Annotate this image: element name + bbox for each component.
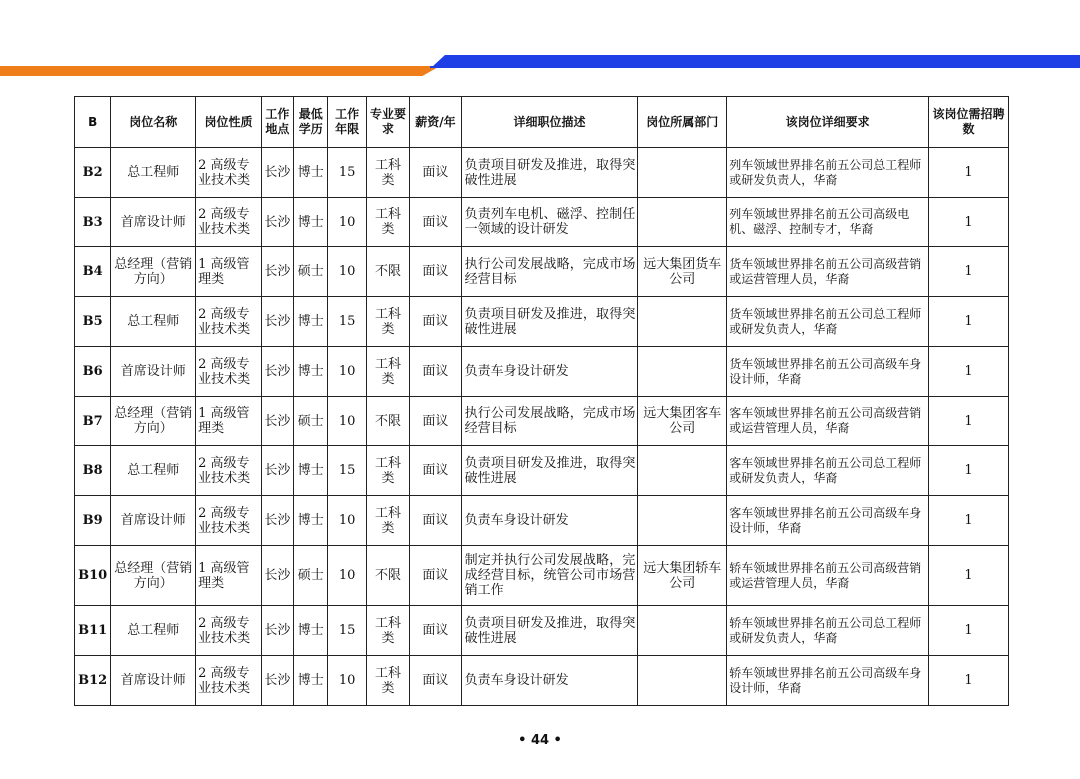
row-code: B10	[75, 546, 111, 606]
row-code: B6	[75, 347, 111, 397]
row-location: 长沙	[261, 297, 293, 347]
row-degree: 博士	[294, 446, 328, 496]
row-nature: 2 高级专业技术类	[196, 446, 262, 496]
row-count: 1	[929, 198, 1009, 247]
row-nature: 1 高级管理类	[196, 397, 262, 446]
row-count: 1	[929, 656, 1009, 706]
row-code: B8	[75, 446, 111, 496]
row-description: 负责项目研发及推进，取得突破性进展	[461, 148, 638, 198]
row-years: 10	[328, 347, 366, 397]
row-nature: 1 高级管理类	[196, 546, 262, 606]
header-degree: 最低学历	[294, 97, 328, 148]
table-row	[75, 446, 1009, 496]
table-header-row	[75, 97, 1009, 148]
row-major: 工科类	[366, 446, 409, 496]
row-major: 工科类	[366, 656, 409, 706]
row-description: 负责项目研发及推进，取得突破性进展	[461, 297, 638, 347]
row-degree: 硕士	[294, 397, 328, 446]
row-major: 不限	[366, 546, 409, 606]
row-department	[638, 148, 727, 198]
row-requirements: 轿车领域世界排名前五公司高级营销或运营管理人员，华裔	[727, 546, 929, 606]
row-degree: 博士	[294, 148, 328, 198]
header-department: 岗位所属部门	[638, 97, 727, 148]
row-code: B12	[75, 656, 111, 706]
header-description: 详细职位描述	[461, 97, 638, 148]
row-requirements: 货车领域世界排名前五公司总工程师或研发负责人，华裔	[727, 297, 929, 347]
row-count: 1	[929, 347, 1009, 397]
row-years: 10	[328, 198, 366, 247]
row-count: 1	[929, 297, 1009, 347]
table-row	[75, 397, 1009, 446]
header-code: B	[75, 97, 111, 148]
row-salary: 面议	[410, 446, 461, 496]
row-salary: 面议	[410, 347, 461, 397]
row-code: B4	[75, 247, 111, 297]
row-description: 执行公司发展战略，完成市场经营目标	[461, 247, 638, 297]
row-description: 执行公司发展战略，完成市场经营目标	[461, 397, 638, 446]
row-requirements: 轿车领域世界排名前五公司高级车身设计师，华裔	[727, 656, 929, 706]
row-department	[638, 446, 727, 496]
row-location: 长沙	[261, 546, 293, 606]
row-title: 总经理（营销方向）	[111, 546, 196, 606]
row-salary: 面议	[410, 148, 461, 198]
table-row	[75, 606, 1009, 656]
row-title: 首席设计师	[111, 347, 196, 397]
table-row	[75, 496, 1009, 546]
row-count: 1	[929, 496, 1009, 546]
table-row	[75, 148, 1009, 198]
row-code: B11	[75, 606, 111, 656]
row-description: 负责车身设计研发	[461, 656, 638, 706]
row-years: 10	[328, 656, 366, 706]
row-requirements: 列车领域世界排名前五公司总工程师或研发负责人，华裔	[727, 148, 929, 198]
row-years: 15	[328, 446, 366, 496]
row-degree: 博士	[294, 347, 328, 397]
header-count: 该岗位需招聘数	[929, 97, 1009, 148]
header-requirements: 该岗位详细要求	[727, 97, 929, 148]
row-location: 长沙	[261, 496, 293, 546]
header-salary: 薪资/年	[410, 97, 461, 148]
row-years: 10	[328, 546, 366, 606]
row-degree: 博士	[294, 656, 328, 706]
header-nature: 岗位性质	[196, 97, 262, 148]
row-nature: 1 高级管理类	[196, 247, 262, 297]
row-salary: 面议	[410, 546, 461, 606]
row-description: 负责车身设计研发	[461, 496, 638, 546]
row-location: 长沙	[261, 446, 293, 496]
row-location: 长沙	[261, 606, 293, 656]
row-location: 长沙	[261, 247, 293, 297]
row-major: 工科类	[366, 198, 409, 247]
row-degree: 博士	[294, 297, 328, 347]
row-title: 总工程师	[111, 446, 196, 496]
row-count: 1	[929, 148, 1009, 198]
row-requirements: 货车领域世界排名前五公司高级车身设计师，华裔	[727, 347, 929, 397]
row-years: 15	[328, 606, 366, 656]
row-description: 负责列车电机、磁浮、控制任一领域的设计研发	[461, 198, 638, 247]
row-location: 长沙	[261, 656, 293, 706]
row-title: 首席设计师	[111, 198, 196, 247]
row-title: 总工程师	[111, 297, 196, 347]
header-major: 专业要求	[366, 97, 409, 148]
row-nature: 2 高级专业技术类	[196, 656, 262, 706]
row-nature: 2 高级专业技术类	[196, 198, 262, 247]
row-nature: 2 高级专业技术类	[196, 347, 262, 397]
row-degree: 硕士	[294, 247, 328, 297]
row-major: 工科类	[366, 606, 409, 656]
row-count: 1	[929, 606, 1009, 656]
row-major: 工科类	[366, 148, 409, 198]
row-salary: 面议	[410, 606, 461, 656]
row-department	[638, 347, 727, 397]
row-requirements: 客车领域世界排名前五公司总工程师或研发负责人，华裔	[727, 446, 929, 496]
row-code: B9	[75, 496, 111, 546]
job-positions-table	[74, 96, 1009, 706]
row-nature: 2 高级专业技术类	[196, 606, 262, 656]
row-department	[638, 656, 727, 706]
header-title: 岗位名称	[111, 97, 196, 148]
table-row	[75, 546, 1009, 606]
row-requirements: 列车领域世界排名前五公司高级电机、磁浮、控制专才，华裔	[727, 198, 929, 247]
table-row	[75, 347, 1009, 397]
row-count: 1	[929, 546, 1009, 606]
row-code: B7	[75, 397, 111, 446]
row-location: 长沙	[261, 397, 293, 446]
table-row	[75, 247, 1009, 297]
row-count: 1	[929, 397, 1009, 446]
row-salary: 面议	[410, 198, 461, 247]
row-title: 首席设计师	[111, 656, 196, 706]
row-location: 长沙	[261, 198, 293, 247]
row-department	[638, 198, 727, 247]
row-salary: 面议	[410, 496, 461, 546]
row-count: 1	[929, 247, 1009, 297]
header-years: 工作年限	[328, 97, 366, 148]
row-years: 15	[328, 148, 366, 198]
row-major: 工科类	[366, 347, 409, 397]
row-degree: 博士	[294, 496, 328, 546]
row-title: 总工程师	[111, 148, 196, 198]
row-description: 负责项目研发及推进，取得突破性进展	[461, 606, 638, 656]
row-years: 15	[328, 297, 366, 347]
row-department	[638, 297, 727, 347]
row-degree: 博士	[294, 606, 328, 656]
table-row	[75, 656, 1009, 706]
row-description: 负责车身设计研发	[461, 347, 638, 397]
row-salary: 面议	[410, 397, 461, 446]
row-major: 不限	[366, 397, 409, 446]
row-description: 制定并执行公司发展战略，完成经营目标，统管公司市场营销工作	[461, 546, 638, 606]
row-requirements: 货车领域世界排名前五公司高级营销或运营管理人员，华裔	[727, 247, 929, 297]
row-years: 10	[328, 247, 366, 297]
row-department	[638, 496, 727, 546]
row-requirements: 客车领域世界排名前五公司高级车身设计师，华裔	[727, 496, 929, 546]
row-title: 总工程师	[111, 606, 196, 656]
header-orange-stripe	[0, 66, 440, 76]
row-department	[638, 606, 727, 656]
row-department: 远大集团货车公司	[638, 247, 727, 297]
row-major: 工科类	[366, 297, 409, 347]
row-description: 负责项目研发及推进，取得突破性进展	[461, 446, 638, 496]
row-title: 总经理（营销方向）	[111, 247, 196, 297]
row-major: 工科类	[366, 496, 409, 546]
row-salary: 面议	[410, 656, 461, 706]
row-code: B2	[75, 148, 111, 198]
row-nature: 2 高级专业技术类	[196, 297, 262, 347]
row-location: 长沙	[261, 347, 293, 397]
row-department: 远大集团客车公司	[638, 397, 727, 446]
row-degree: 博士	[294, 198, 328, 247]
row-title: 首席设计师	[111, 496, 196, 546]
row-title: 总经理（营销方向）	[111, 397, 196, 446]
row-requirements: 客车领域世界排名前五公司高级营销或运营管理人员，华裔	[727, 397, 929, 446]
row-major: 不限	[366, 247, 409, 297]
row-count: 1	[929, 446, 1009, 496]
row-code: B3	[75, 198, 111, 247]
row-years: 10	[328, 496, 366, 546]
row-requirements: 轿车领域世界排名前五公司总工程师或研发负责人，华裔	[727, 606, 929, 656]
row-salary: 面议	[410, 247, 461, 297]
header-blue-line	[430, 66, 1080, 68]
row-nature: 2 高级专业技术类	[196, 496, 262, 546]
row-location: 长沙	[261, 148, 293, 198]
table-row	[75, 297, 1009, 347]
row-degree: 硕士	[294, 546, 328, 606]
row-nature: 2 高级专业技术类	[196, 148, 262, 198]
table-row	[75, 198, 1009, 247]
row-years: 10	[328, 397, 366, 446]
row-department: 远大集团轿车公司	[638, 546, 727, 606]
header-location: 工作地点	[261, 97, 293, 148]
row-salary: 面议	[410, 297, 461, 347]
page-number: • 44 •	[518, 733, 562, 748]
row-code: B5	[75, 297, 111, 347]
